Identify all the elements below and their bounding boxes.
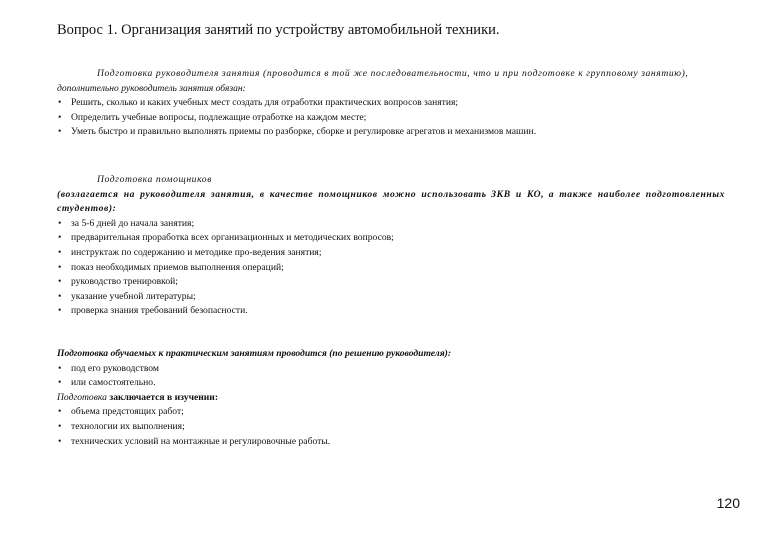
list-item: • Решить, сколько и каких учебных мест создать для отработки практических вопросов занятия; [57, 96, 725, 111]
trainees-study-list [57, 405, 725, 449]
assistants-lead: (возлагается на руководителя занятия, в качестве помощников можно использовать ЗКВ и КО, а также наиболее подготовленных студентов): [57, 188, 726, 215]
list-item: • технологии их выполнения; [57, 420, 725, 435]
assistants-heading: Подготовка помощников [97, 174, 212, 185]
trainees-lead: Подготовка обучаемых к практическим занятиям проводится (по решению руководителя): [57, 348, 452, 359]
list-item: • предварительная проработка всех организационных и методических вопросов; [57, 231, 725, 246]
section-trainees-preparation [57, 347, 725, 449]
page-number: 120 [716, 495, 740, 511]
list-item: • указание учебной литературы; [57, 290, 725, 305]
list-item: • инструктаж по содержанию и методике про-ведения занятия; [57, 246, 725, 261]
list-item: • показ необходимых приемов выполнения операций; [57, 261, 725, 276]
trainees-sub-lead: Подготовка заключается в изучении: [57, 391, 219, 403]
list-item: • объема предстоящих работ; [57, 405, 725, 420]
section-assistants-preparation [57, 173, 725, 319]
list-item: • проверка знания требований безопасности. [57, 304, 725, 319]
leader-duties-lead: дополнительно руководитель занятия обязан: [57, 82, 246, 94]
section-leader-preparation [57, 67, 725, 140]
assistants-list [57, 217, 725, 319]
trainees-mode-list [57, 362, 725, 391]
list-item: • Определить учебные вопросы, подлежащие отработке на каждом месте; [57, 111, 725, 126]
list-item: • или самостоятельно. [57, 376, 725, 391]
list-item: • под его руководством [57, 362, 725, 377]
list-item: • за 5-6 дней до начала занятия; [57, 217, 725, 232]
list-item: • руководство тренировкой; [57, 275, 725, 290]
leader-duties-list [57, 96, 725, 140]
list-item: • технических условий на монтажные и регулировочные работы. [57, 435, 725, 450]
leader-preparation-lead: Подготовка руководителя занятия (проводится в той же последовательности, что и при подготовке к групповому занятию), [97, 68, 689, 79]
list-item: • Уметь быстро и правильно выполнять приемы по разборке, сборке и регулировке агрегатов и механизмов машин. [57, 125, 725, 140]
page-title: Вопрос 1. Организация занятий по устройству автомобильной техники. [57, 22, 500, 38]
